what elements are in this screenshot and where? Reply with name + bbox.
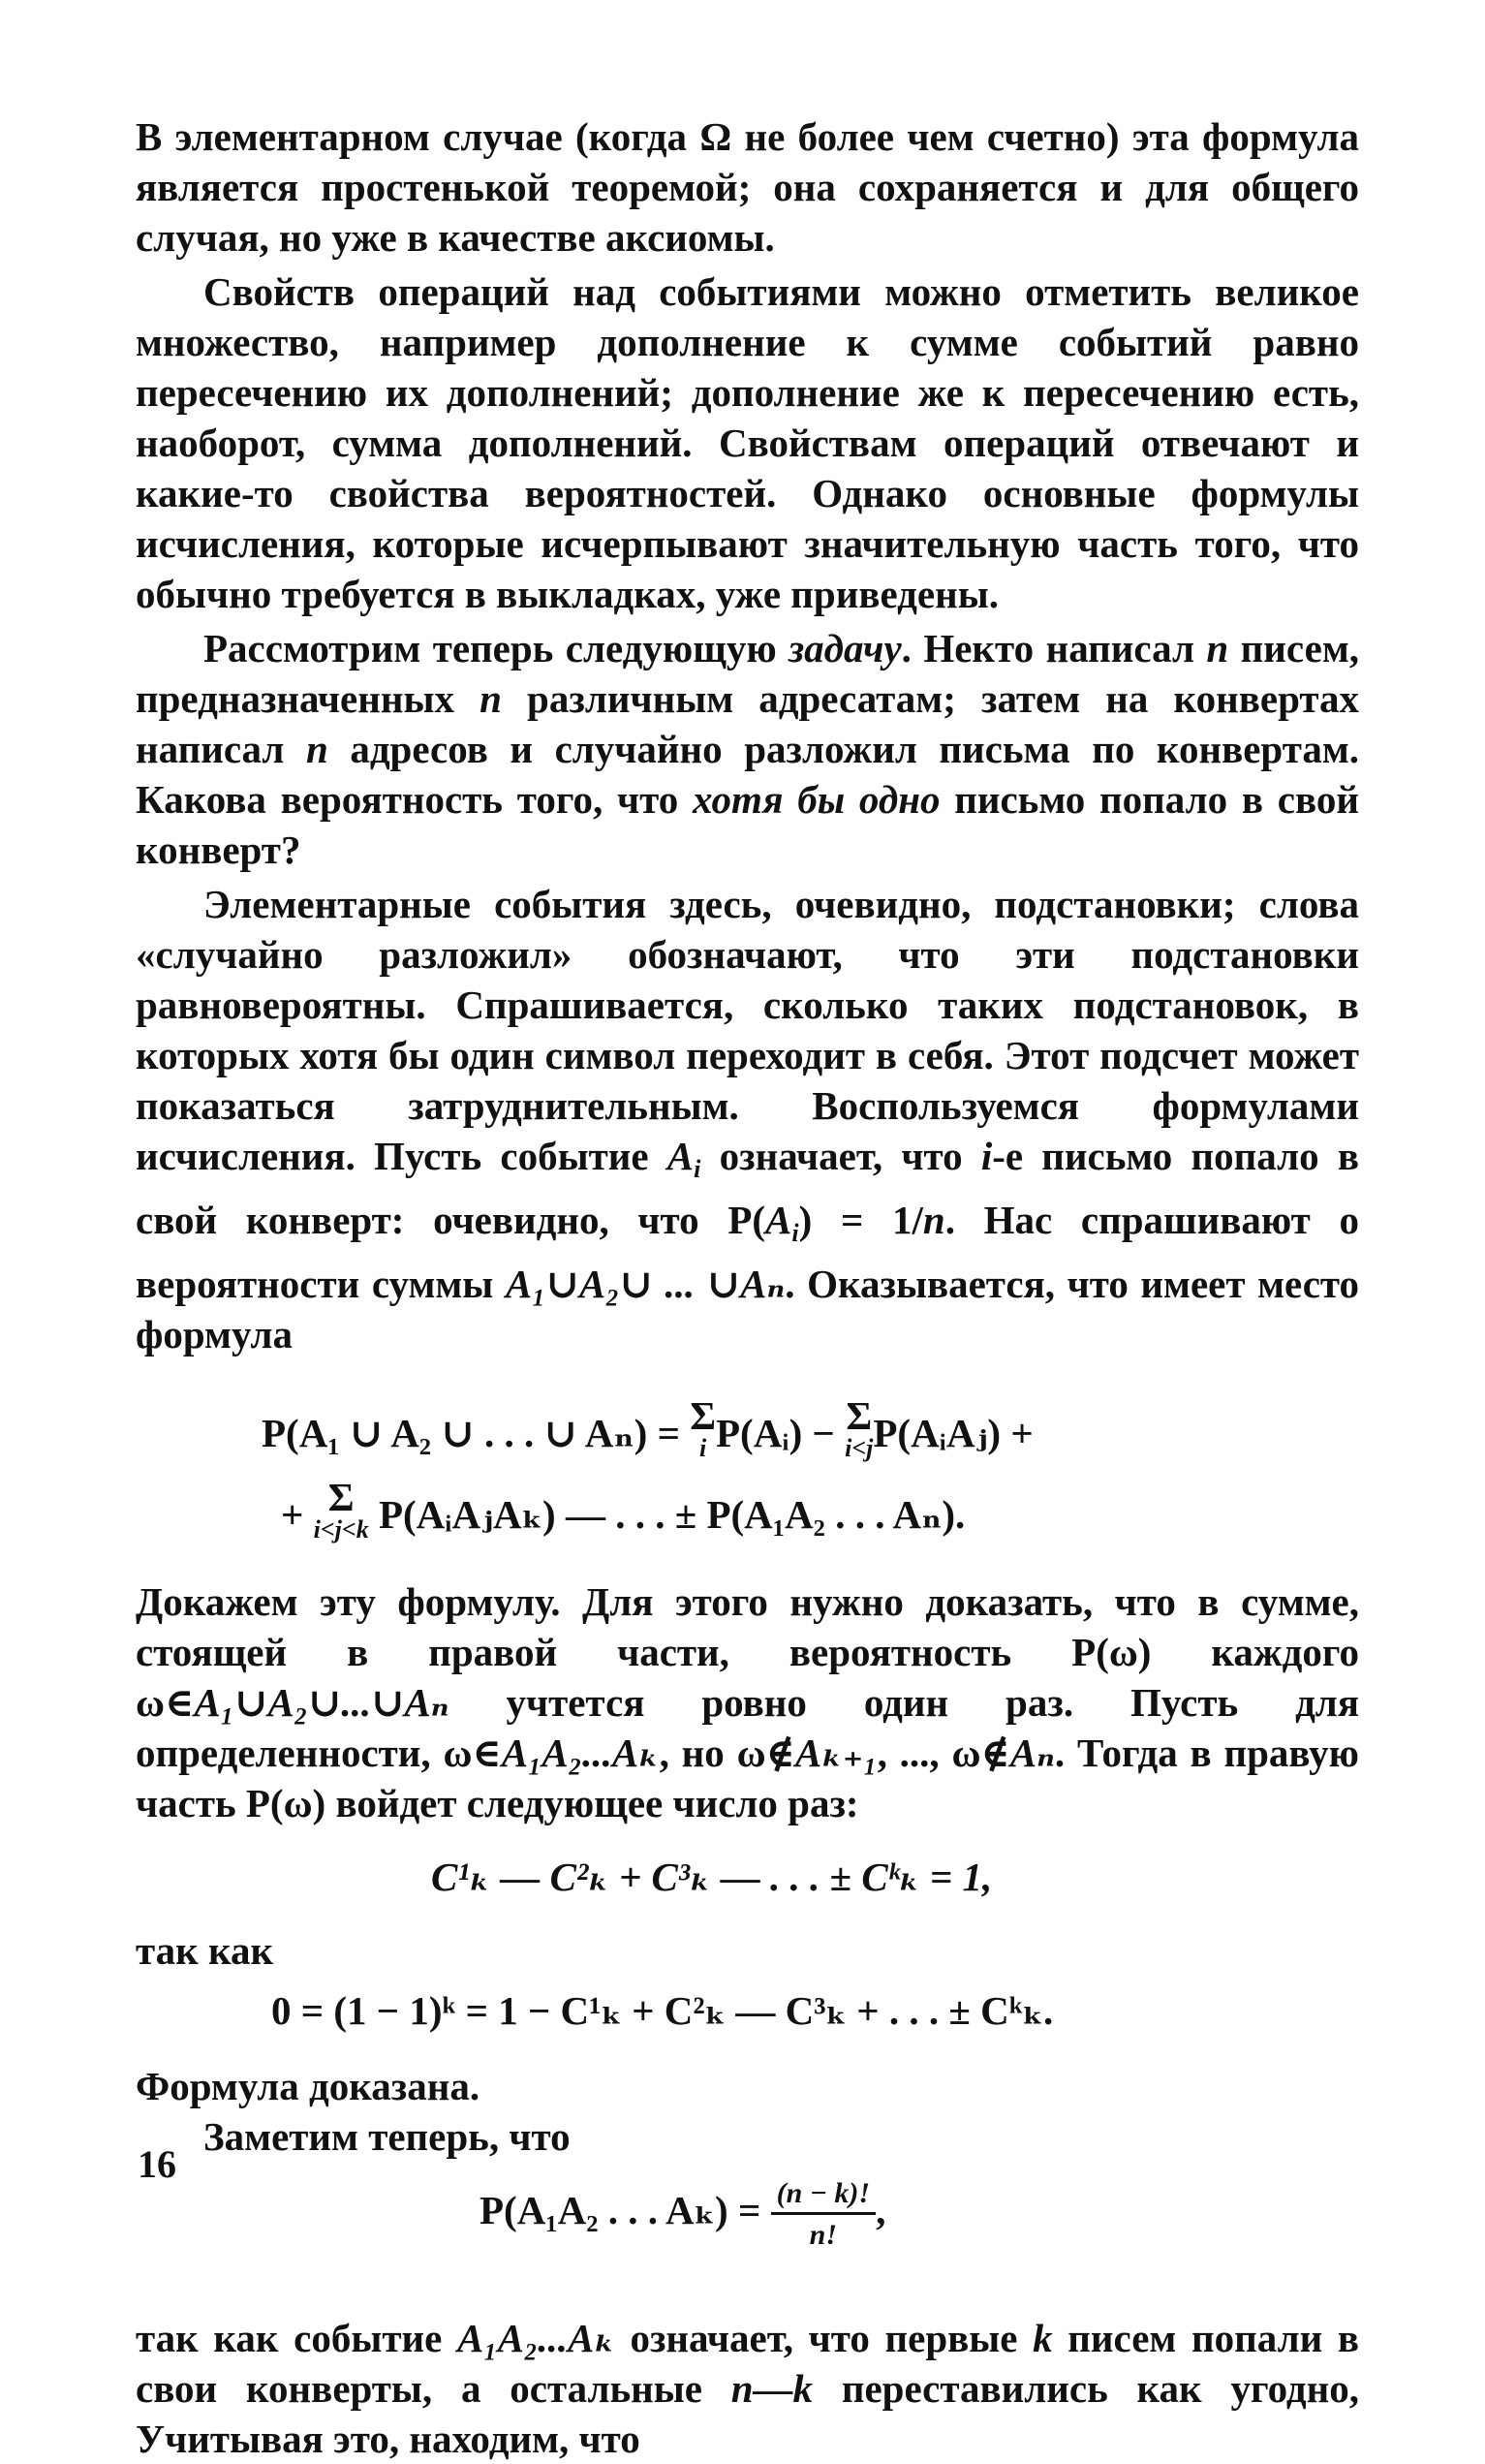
italic-term: задачу: [789, 626, 902, 671]
sum-sign: Σ: [846, 1392, 873, 1438]
math-expression: Aₖ₊₁: [794, 1730, 878, 1775]
text-run: адресов и случайно разложил письма по конвертам. Какова вероятность того, что: [136, 727, 1360, 822]
text-run: так как событие: [136, 2315, 457, 2360]
text-run: Докажем эту формулу. Для этого нужно доказать, что в сумме, стоящей в правой части, вероятность P(ω) каждого ω∈: [136, 1578, 1359, 1725]
paragraph-2: Свойств операций над событиями можно отметить великое множество, например дополнение к сумме событий равно пересечению их дополнений; дополнение же к пересечению есть, наоборот, сумма дополнений. Свойствам операций отвечают и какие-то свойства вероятностей. Однако основные формулы исчисления, которые исчерпывают значительную часть того, что обычно требуется в выкладках, уже приведены.: [136, 269, 1359, 616]
fraction: [771, 2177, 877, 2252]
text-run: -е письмо попало в свой конверт: очевидно, что P(: [136, 1134, 1359, 1242]
text-run: ) = 1/: [798, 1197, 923, 1242]
formula-part: ,: [876, 2187, 886, 2232]
formula-part: P(A₁A₂ . . . Aₖ) =: [480, 2187, 771, 2232]
math-var: i: [980, 1134, 993, 1178]
paragraph-6: так как: [136, 1927, 274, 1973]
text-run: , но ω∉: [659, 1730, 795, 1775]
paragraph-3: [136, 623, 1359, 875]
math-subscript: i: [791, 1218, 799, 1247]
math-var: A: [765, 1197, 792, 1242]
sum-operator: [313, 1474, 369, 1544]
paragraph-4: [136, 879, 1359, 1359]
sum-operator: [845, 1392, 874, 1462]
formula-part: P(AᵢAⱼAₖ) — . . . ± P(A₁A₂ . . . Aₙ).: [368, 1491, 966, 1537]
text-run: письмо попало в свой конверт?: [136, 777, 1359, 872]
text-run: . Нас спрашивают о вероятности суммы: [136, 1197, 1359, 1306]
italic-term: хотя бы одно: [692, 777, 941, 822]
formula-part: +: [281, 1491, 314, 1537]
text-run: Рассмотрим теперь следующую: [203, 626, 789, 671]
paragraph-7: Формула доказана.: [136, 2063, 480, 2108]
sum-sign: Σ: [327, 1474, 355, 1519]
paragraph-1: В элементарном случае (когда Ω не более чем счетно) эта формула является простенькой теоремой; она сохраняется и для общего случая, но уже в качестве аксиомы.: [136, 114, 1359, 260]
formula-binomial-sum: C¹ₖ — C²ₖ + C³ₖ — . . . ± Cᵏₖ = 1,: [431, 1854, 993, 1899]
paragraph-5: [136, 1576, 1359, 1828]
paragraph-8: Заметим теперь, что: [203, 2113, 571, 2159]
math-expression: A₁∪A₂∪...∪Aₙ: [194, 1679, 449, 1725]
fraction-denominator: n!: [809, 2218, 838, 2251]
math-var: n: [305, 727, 328, 771]
sum-limit: i<j: [845, 1433, 874, 1462]
formula-inclusion-exclusion-line-1: [136, 1392, 1359, 1470]
math-expression: n—k: [730, 2365, 814, 2411]
math-expression: A₁∪A₂∪ ... ∪Aₙ: [505, 1261, 786, 1306]
text-run: означает, что первые: [614, 2315, 1034, 2360]
math-expression: A₁A₂...Aₖ: [501, 1730, 660, 1775]
math-var: n: [480, 676, 502, 721]
math-var: n: [1206, 626, 1229, 671]
text-run: Элементарные события здесь, очевидно, подстановки; слова «случайно разложил» обозначают, что эти подстановки равновероятны. Спрашивается, сколько таких подстановок, в которых хотя бы один символ переходит в себя. Этот подсчет может показаться затруднительным. Воспользуемся формулами исчисления. Пусть событие: [136, 882, 1359, 1178]
text-run: означает, что: [700, 1134, 981, 1178]
text-run: писем попали в свои конверты, а остальные: [136, 2315, 1359, 2411]
formula-part: P(A₁ ∪ A₂ ∪ . . . ∪ Aₙ) =: [262, 1410, 691, 1455]
text-run: учтется ровно один раз. Пусть для определенности, ω∈: [136, 1679, 1359, 1775]
math-expression: Aₙ: [1009, 1730, 1055, 1775]
text-run: переставились как угодно, Учитывая это, находим, что: [136, 2365, 1359, 2461]
math-expression: A₁A₂...Aₖ: [456, 2315, 615, 2360]
text-run: . Тогда в правую часть P(ω) войдет следующее число раз:: [136, 1730, 1359, 1825]
formula-inclusion-exclusion-line-2: [136, 1474, 1359, 1551]
sum-operator: [690, 1392, 717, 1462]
math-var: k: [1033, 2315, 1053, 2360]
text-run: различным адресатам; затем на конвертах написал: [136, 676, 1359, 771]
text-run: . Оказывается, что имеет место формула: [136, 1261, 1359, 1357]
formula-binomial-expansion: 0 = (1 − 1)ᵏ = 1 − C¹ₖ + C²ₖ — C³ₖ + . . . ± Cᵏₖ.: [271, 1987, 1054, 2033]
text-run: писем, предназначенных: [136, 626, 1359, 721]
sum-sign: Σ: [690, 1392, 717, 1438]
math-var: A: [666, 1134, 695, 1178]
math-subscript: i: [694, 1154, 701, 1183]
fraction-numerator: (n − k)!: [771, 2177, 877, 2215]
text-run: . Некто написал: [901, 626, 1207, 671]
text-run: , ..., ω∉: [877, 1730, 1010, 1775]
math-var: n: [922, 1197, 945, 1242]
formula-probability-fraction: [136, 2177, 1359, 2284]
page-number: 16: [138, 2142, 176, 2186]
paragraph-9: [136, 2313, 1359, 2464]
sum-limit: i: [698, 1433, 707, 1462]
sum-limit: i<j<k: [313, 1514, 369, 1544]
formula-part: P(AᵢAⱼ) +: [873, 1410, 1034, 1455]
formula-part: P(Aᵢ) −: [716, 1410, 846, 1455]
